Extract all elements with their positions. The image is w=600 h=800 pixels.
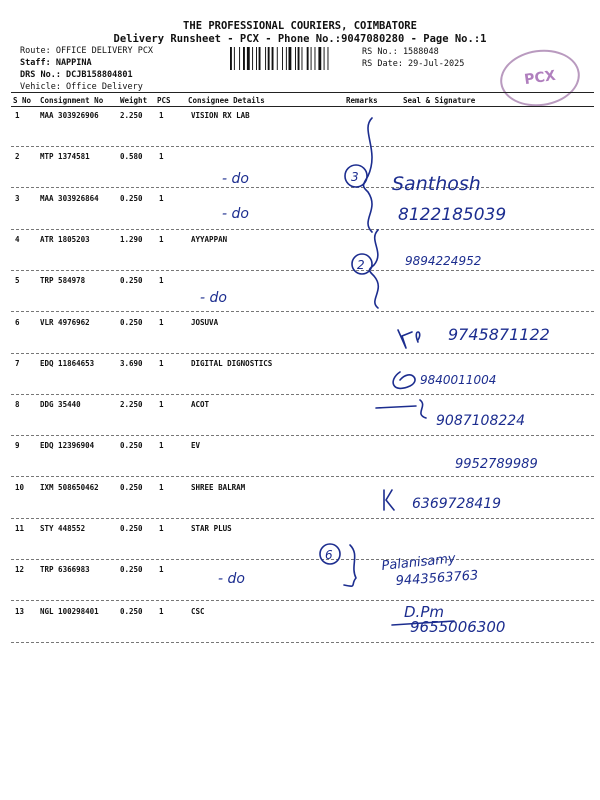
row-sno: 9 [15, 441, 20, 450]
row-consignee: DIGITAL DIGNOSTICS [191, 359, 273, 368]
vehicle-label: Vehicle: Office Delivery [20, 82, 143, 92]
scribble-row6 [398, 330, 420, 348]
row-weight: 0.250 [120, 194, 143, 203]
row-weight: 0.250 [120, 483, 143, 492]
row-sno: 13 [15, 607, 25, 616]
col-sno: S No [13, 96, 32, 105]
row-pcs: 1 [159, 524, 164, 533]
row-sno: 5 [15, 276, 20, 285]
row-weight: 0.250 [120, 318, 143, 327]
count-6: 6 [325, 548, 333, 562]
row-pcs: 1 [159, 607, 164, 616]
ditto-row5: - do [200, 290, 227, 306]
brace-row-12 [344, 545, 356, 586]
row-consignment: NGL 100298401 [40, 607, 99, 616]
phone-row12: 9443563763 [395, 568, 479, 589]
row-consignment: IXM 508650462 [40, 483, 99, 492]
phone-row4: 9894224952 [405, 254, 482, 268]
count-3: 3 [351, 170, 359, 184]
ditto-row3: - do [222, 206, 249, 222]
phone-santhosh: 8122185039 [398, 205, 507, 225]
scribble-row7 [393, 372, 415, 388]
row-pcs: 1 [159, 318, 164, 327]
row-weight: 3.690 [120, 359, 143, 368]
row-sno: 11 [15, 524, 25, 533]
row-sno: 1 [15, 111, 20, 120]
row-consignment: STY 448552 [40, 524, 86, 533]
row-weight: 2.250 [120, 111, 143, 120]
row-consignment: EDQ 11864653 [40, 359, 95, 368]
rs-date: RS Date: 29-Jul-2025 [362, 59, 465, 69]
row-weight: 0.250 [120, 276, 143, 285]
col-pcs: PCS [157, 96, 171, 105]
row-consignee: AYYAPPAN [191, 235, 228, 244]
col-consignee: Consignee Details [188, 96, 265, 105]
count-2: 2 [357, 258, 365, 272]
row-consignment: MAA 303926864 [40, 194, 99, 203]
route-label: Route: OFFICE DELIVERY PCX [20, 46, 154, 56]
drs-number: DRS No.: DCJB158804801 [20, 70, 133, 80]
row-pcs: 1 [159, 152, 164, 161]
row-sno: 3 [15, 194, 20, 203]
row-consignment: ATR 1805203 [40, 235, 90, 244]
row-sno: 4 [15, 235, 20, 244]
scribble-row8 [376, 400, 426, 418]
row-pcs: 1 [159, 194, 164, 203]
row-pcs: 1 [159, 111, 164, 120]
row-consignment: VLR 4976962 [40, 318, 90, 327]
row-weight: 0.250 [120, 441, 143, 450]
row-pcs: 1 [159, 400, 164, 409]
phone-row7: 9840011004 [420, 373, 497, 387]
row-consignee: EV [191, 441, 201, 450]
signature-row12: Palanisamy [380, 551, 457, 574]
row-weight: 0.580 [120, 152, 143, 161]
row-consignment: TRP 584978 [40, 276, 86, 285]
phone-row10: 6369728419 [412, 496, 502, 512]
phone-row6: 9745871122 [448, 325, 550, 344]
phone-row13: 9655006300 [410, 618, 506, 636]
row-consignee: VISION RX LAB [191, 111, 250, 120]
col-consignment: Consignment No [40, 96, 104, 105]
row-consignment: MAA 303926906 [40, 111, 99, 120]
row-weight: 2.250 [120, 400, 143, 409]
row-consignment: EDQ 12396904 [40, 441, 95, 450]
row-pcs: 1 [159, 441, 164, 450]
row-pcs: 1 [159, 235, 164, 244]
row-sno: 7 [15, 359, 20, 368]
row-pcs: 1 [159, 359, 164, 368]
row-weight: 1.290 [120, 235, 143, 244]
document-title: THE PROFESSIONAL COURIERS, COIMBATORE [183, 20, 417, 32]
signature-row13: D.Pm [404, 603, 444, 621]
scribble-row10 [384, 490, 394, 510]
row-sno: 8 [15, 400, 20, 409]
row-consignee: ACOT [191, 400, 210, 409]
row-sno: 12 [15, 565, 25, 574]
phone-row9: 9952789989 [455, 457, 538, 472]
row-sno: 6 [15, 318, 20, 327]
row-pcs: 1 [159, 483, 164, 492]
row-consignee: STAR PLUS [191, 524, 232, 533]
ditto-row2: - do [222, 171, 249, 187]
col-weight: Weight [120, 96, 148, 105]
rs-number: RS No.: 1588048 [362, 47, 439, 57]
pcx-stamp: PCX [496, 45, 583, 112]
row-weight: 0.250 [120, 524, 143, 533]
signature-santhosh: Santhosh [392, 173, 481, 195]
row-consignment: DDG 35440 [40, 400, 81, 409]
row-consignment: MTP 1374581 [40, 152, 90, 161]
row-consignee: JOSUVA [191, 318, 219, 327]
staff-label: Staff: NAPPINA [20, 58, 92, 68]
col-remarks: Remarks [346, 96, 378, 105]
row-sno: 10 [15, 483, 25, 492]
row-consignment: TRP 6366983 [40, 565, 90, 574]
row-weight: 0.250 [120, 607, 143, 616]
row-pcs: 1 [159, 565, 164, 574]
phone-row8: 9087108224 [436, 413, 526, 429]
row-consignee: SHREE BALRAM [191, 483, 246, 492]
document-subtitle: Delivery Runsheet - PCX - Phone No.:9047080280 - Page No.:1 [113, 33, 487, 45]
row-consignee: CSC [191, 607, 205, 616]
row-sno: 2 [15, 152, 20, 161]
row-weight: 0.250 [120, 565, 143, 574]
col-seal-signature: Seal & Signature [403, 96, 476, 105]
row-pcs: 1 [159, 276, 164, 285]
ditto-row12: - do [218, 571, 245, 587]
